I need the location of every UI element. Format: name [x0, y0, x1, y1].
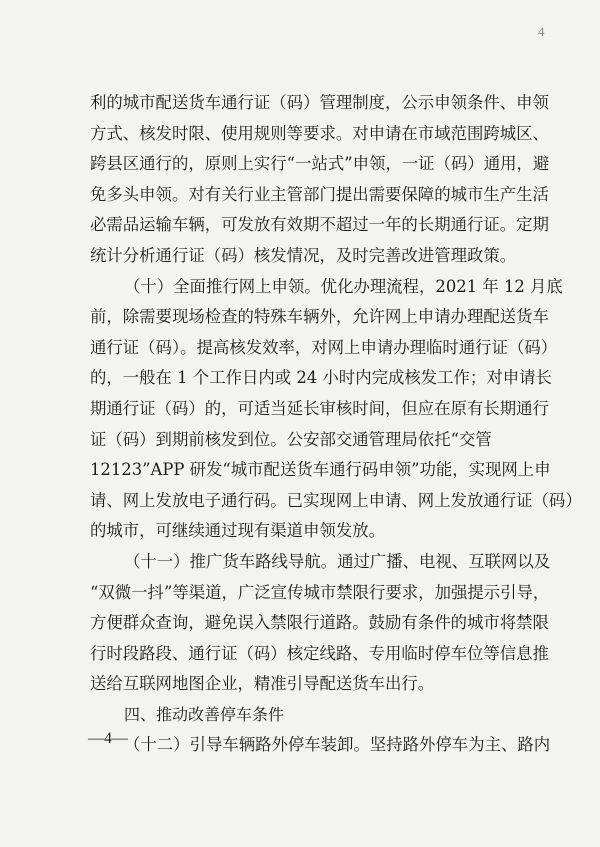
text-line-9: 通行证（码）。提高核发效率，对网上申请办理临时通行证（码） [90, 337, 558, 357]
text-line-10: 的，一般在 1 个工作日内或 24 小时内完成核发工作；对申请长 [90, 368, 552, 388]
paragraph-12-start: （十二）引导车辆路外停车装卸。坚持路外停车为主、路内 [124, 735, 551, 755]
paragraph-10-start: （十）全面推行网上申领。优化办理流程，2021 年 12 月底 [124, 276, 563, 296]
text-line-1: 利的城市配送货车通行证（码）管理制度，公示申领条件、申领 [90, 93, 549, 112]
text-line-6: 统计分析通行证（码）核发情况，及时完善改进管理政策。 [90, 245, 517, 265]
text-line-20: 送给互联网地图企业，精准引导配送货车出行。 [90, 674, 435, 694]
text-line-14: 请、网上发放电子通行码。已实现网上申请、网上发放通行证（码） [90, 490, 582, 510]
paragraph-11-start: （十一）推广货车路线导航。通过广播、电视、互联网以及 [124, 551, 551, 571]
section-heading: 四、推动改善停车条件 [124, 704, 285, 724]
text-line-3: 跨县区通行的，原则上实行“一站式”申领，一证（码）通用，避 [90, 154, 550, 174]
text-line-11: 期通行证（码）的，可适当延长审核时间，但应在原有长期通行 [90, 398, 549, 418]
page-number-top: 4 [538, 24, 545, 39]
text-line-2: 方式、核发时限、使用规则等要求。对申请在市域范围跨城区、 [90, 123, 549, 143]
text-line-17: “双微一抖”等渠道，广泛宣传城市禁限行要求，加强提示引导， [90, 582, 550, 602]
body-text [90, 88, 582, 761]
text-line-15: 的城市，可继续通过现有渠道申领发放。 [90, 521, 386, 541]
text-line-4: 免多头申领。对有关行业主管部门提出需要保障的城市生产生活 [90, 184, 549, 204]
text-line-18: 方便群众查询，避免误入禁限行道路。鼓励有条件的城市将禁限 [90, 613, 549, 633]
text-line-19: 行时段路段、通行证（码）核定线路、专用临时停车位等信息推 [90, 643, 549, 663]
text-line-5: 必需品运输车辆，可发放有效期不超过一年的长期通行证。定期 [90, 215, 549, 235]
text-line-12: 证（码）到期前核发到位。公安部交通管理局依托“交管 [90, 429, 492, 449]
page-number-bottom: —4— [88, 730, 128, 747]
text-line-8: 前，除需要现场检查的特殊车辆外，允许网上申请办理配送货车 [90, 307, 549, 327]
text-line-13: 12123”APP 研发“城市配送货车通行码申领”功能，实现网上申 [90, 460, 551, 480]
